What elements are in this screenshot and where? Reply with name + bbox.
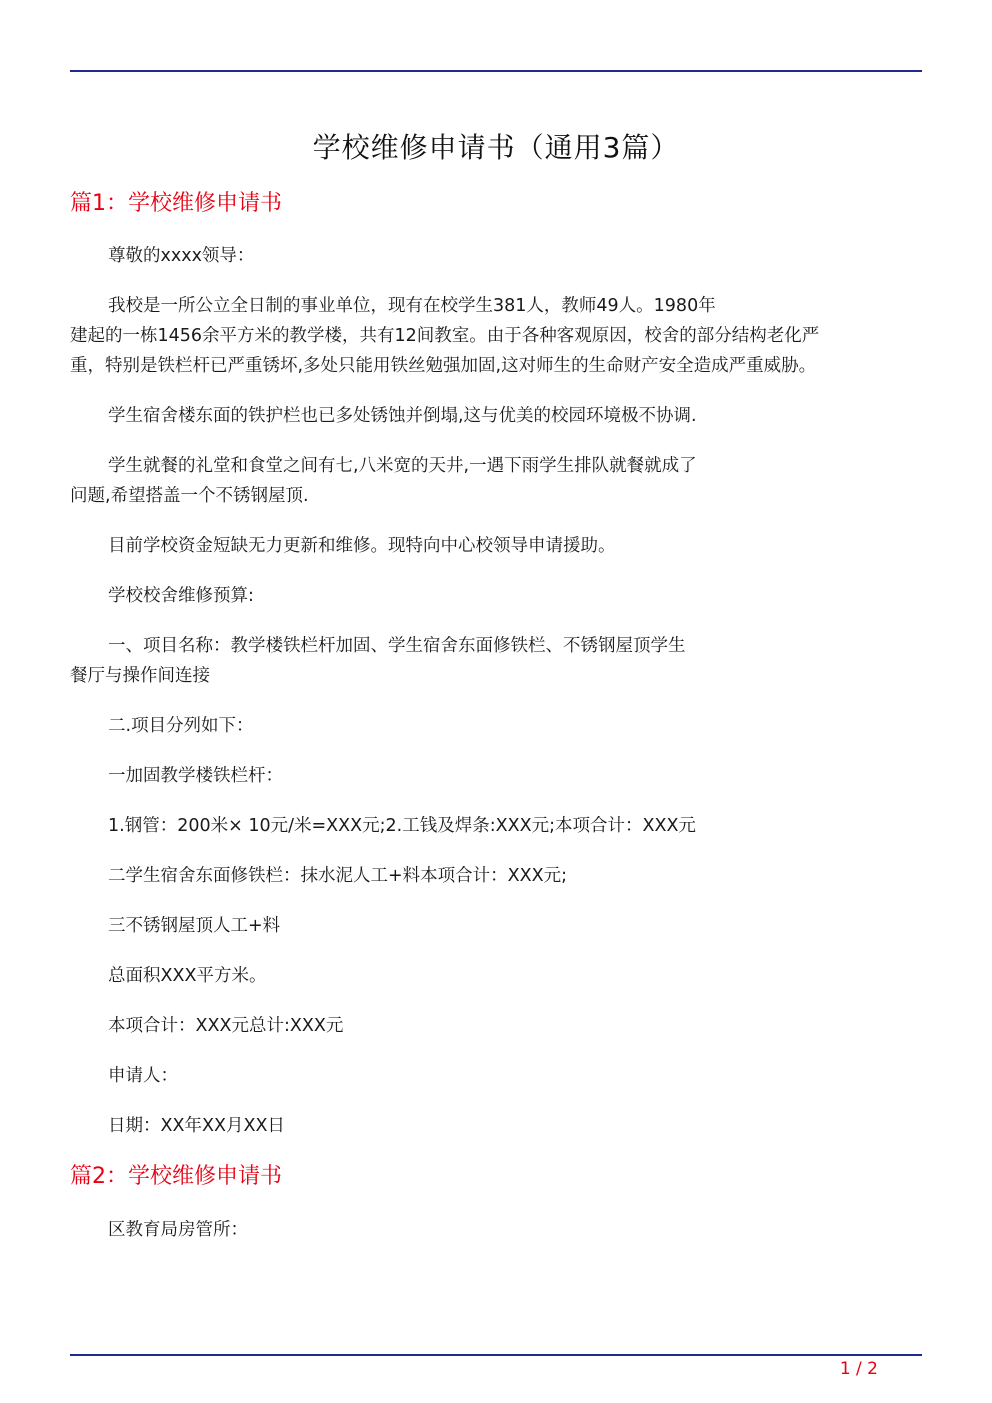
paragraph-school-intro — [70, 291, 922, 381]
section-heading-2: 篇2：学校维修申请书 — [70, 1164, 282, 1189]
footer-rule — [70, 1354, 922, 1356]
paragraph-item-1-costs — [70, 811, 922, 841]
section-heading-1: 篇1：学校维修申请书 — [70, 191, 282, 216]
paragraph-section2-salutation — [70, 1215, 922, 1245]
paragraph-line: 总面积XXX平方米。 — [108, 966, 267, 986]
paragraph-salutation — [70, 241, 922, 271]
paragraph-line: 区教育局房管所： — [108, 1220, 248, 1240]
paragraph-line: 申请人： — [108, 1066, 178, 1086]
paragraph-funding-request — [70, 531, 922, 561]
paragraph-line: 学校校舍维修预算: — [108, 586, 254, 606]
paragraph-applicant — [70, 1061, 922, 1091]
header-rule — [70, 70, 922, 72]
paragraph-item-2 — [70, 861, 922, 891]
paragraph-line: 问题,希望搭盖一个不锈钢屋顶. — [70, 486, 309, 506]
document-title: 学校维修申请书（通用3篇） — [312, 131, 680, 164]
paragraph-line: 学生宿舍楼东面的铁护栏也已多处锈蚀并倒塌,这与优美的校园环境极不协调. — [108, 406, 697, 426]
paragraph-line: 目前学校资金短缺无力更新和维修。现特向中心校领导申请援助。 — [108, 536, 616, 556]
paragraph-total-cost — [70, 1011, 922, 1041]
paragraph-line: 建起的一栋1456余平方米的教学楼，共有12间教室。由于各种客观原因，校舍的部分结构老化严 — [70, 326, 820, 346]
paragraph-item-1-heading — [70, 761, 922, 791]
paragraph-courtyard-roof — [70, 451, 922, 511]
paragraph-total-area — [70, 961, 922, 991]
paragraph-item-3 — [70, 911, 922, 941]
paragraph-line: 三不锈钢屋顶人工+料 — [108, 916, 281, 936]
paragraph-line: 本项合计：XXX元总计:XXX元 — [108, 1016, 344, 1036]
page-number: 1 / 2 — [839, 1359, 878, 1379]
paragraph-line: 重，特别是铁栏杆已严重锈坏,多处只能用铁丝勉强加固,这对师生的生命财产安全造成严重威胁。 — [70, 356, 817, 376]
paragraph-date — [70, 1111, 922, 1141]
paragraph-budget-heading — [70, 581, 922, 611]
paragraph-line: 二.项目分列如下： — [108, 716, 254, 736]
paragraph-dorm-railing — [70, 401, 922, 431]
paragraph-line: 学生就餐的礼堂和食堂之间有七,八米宽的天井,一遇下雨学生排队就餐就成了 — [108, 456, 697, 476]
paragraph-line: 一、项目名称：教学楼铁栏杆加固、学生宿舍东面修铁栏、不锈钢屋顶学生 — [108, 636, 686, 656]
paragraph-line: 尊敬的xxxx领导： — [108, 246, 255, 266]
paragraph-project-breakdown — [70, 711, 922, 741]
paragraph-line: 我校是一所公立全日制的事业单位，现有在校学生381人，教师49人。1980年 — [108, 296, 716, 316]
paragraph-line: 餐厅与操作间连接 — [70, 666, 210, 686]
paragraph-line: 二学生宿舍东面修铁栏：抹水泥人工+料本项合计：XXX元; — [108, 866, 568, 886]
paragraph-line: 日期：XX年XX月XX日 — [108, 1116, 285, 1136]
paragraph-project-name — [70, 631, 922, 691]
paragraph-line: 1.钢管：200米× 10元/米=XXX元;2.工钱及焊条:XXX元;本项合计：XXX元 — [108, 816, 696, 836]
paragraph-line: 一加固教学楼铁栏杆： — [108, 766, 283, 786]
